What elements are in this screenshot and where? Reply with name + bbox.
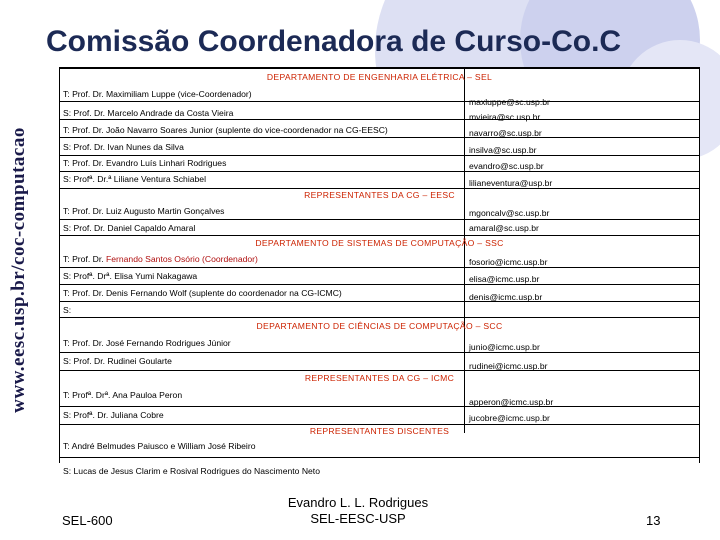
footer-course-code: SEL-600 [62, 513, 113, 528]
footer-author: Evandro L. L. Rodrigues SEL-EESC-USP [287, 495, 429, 526]
section-header-discentes: REPRESENTANTES DISCENTES [309, 426, 450, 436]
table-row: S: Profª. Dr.ª Liliane Ventura Schiabel lilianeventura@usp.br [60, 172, 699, 189]
table-row: S: [60, 302, 699, 318]
table-row: T: Prof. Dr. João Navarro Soares Junior (suplente do vice-coordenador na CG-EESC) navarro@sc.usp.br [60, 120, 699, 138]
vertical-url: www.eesc.usp.br/coc-computacao [8, 127, 29, 413]
section-header-cg-eesc: REPRESENTANTES DA CG – EESC [304, 190, 455, 200]
section-header-cg-icmc: REPRESENTANTES DA CG – ICMC [304, 373, 455, 383]
section-header-scc: DEPARTAMENTO DE CIÊNCIAS DE COMPUTAÇÃO – SCC [256, 321, 503, 331]
table-row: S: Prof. Dr. Daniel Capaldo Amaral amaral@sc.usp.br [60, 220, 699, 236]
table-row: T: Profª. Drª. Ana Pauloa Peron apperon@icmc.usp.br [60, 387, 699, 407]
list-item: S: Lucas de Jesus Clarim e Rosival Rodrigues do Nascimento Neto [63, 466, 320, 476]
table-row: T: Prof. Dr. Evandro Luís Linhari Rodrigues evandro@sc.usp.br [60, 156, 699, 172]
table-row: T: Prof. Dr. Luiz Augusto Martin Gonçalves mgoncalv@sc.usp.br [60, 203, 699, 220]
table-row: T: André Belmudes Paiusco e William José Ribeiro [60, 439, 699, 458]
table-row: T: Prof. Dr. José Fernando Rodrigues Júnior junio@icmc.usp.br [60, 335, 699, 353]
table-row [60, 458, 699, 465]
section-header-ssc: DEPARTAMENTO DE SISTEMAS DE COMPUTAÇÃO – SSC [255, 238, 504, 248]
page-number: 13 [646, 513, 661, 528]
table-row: S: Prof. Dr. Rudinei Goularte rudinei@icmc.usp.br [60, 353, 699, 371]
table-row: T: Prof. Dr. Denis Fernando Wolf (suplente do coordenador na CG-ICMC) denis@icmc.usp.br [60, 285, 699, 302]
table-row: S: Prof. Dr. Ivan Nunes da Silva insilva@sc.usp.br [60, 138, 699, 156]
page-title: Comissão Coordenadora de Curso-Co.C [46, 25, 622, 58]
section-header-sel: DEPARTAMENTO DE ENGENHARIA ELÉTRICA – SEL [266, 72, 493, 82]
table-row: T: Prof. Dr. Maximiliam Luppe (vice-Coordenador) maxluppe@sc.usp.br [60, 84, 699, 102]
table-row: S: Profª. Dr. Juliana Cobre jucobre@icmc.usp.br [60, 407, 699, 425]
coordinator-name: Fernando Santos Osório (Coordenador) [105, 254, 258, 264]
members-table [59, 67, 700, 476]
table-row: S: Prof. Dr. Marcelo Andrade da Costa Vieira mvieira@sc.usp.br [60, 102, 699, 120]
table-row: T: Prof. Dr. Fernando Santos Osório (Coordenador) fosorio@icmc.usp.br [60, 251, 699, 268]
table-row: S: Profª. Drª. Elisa Yumi Nakagawa elisa@icmc.usp.br [60, 268, 699, 285]
